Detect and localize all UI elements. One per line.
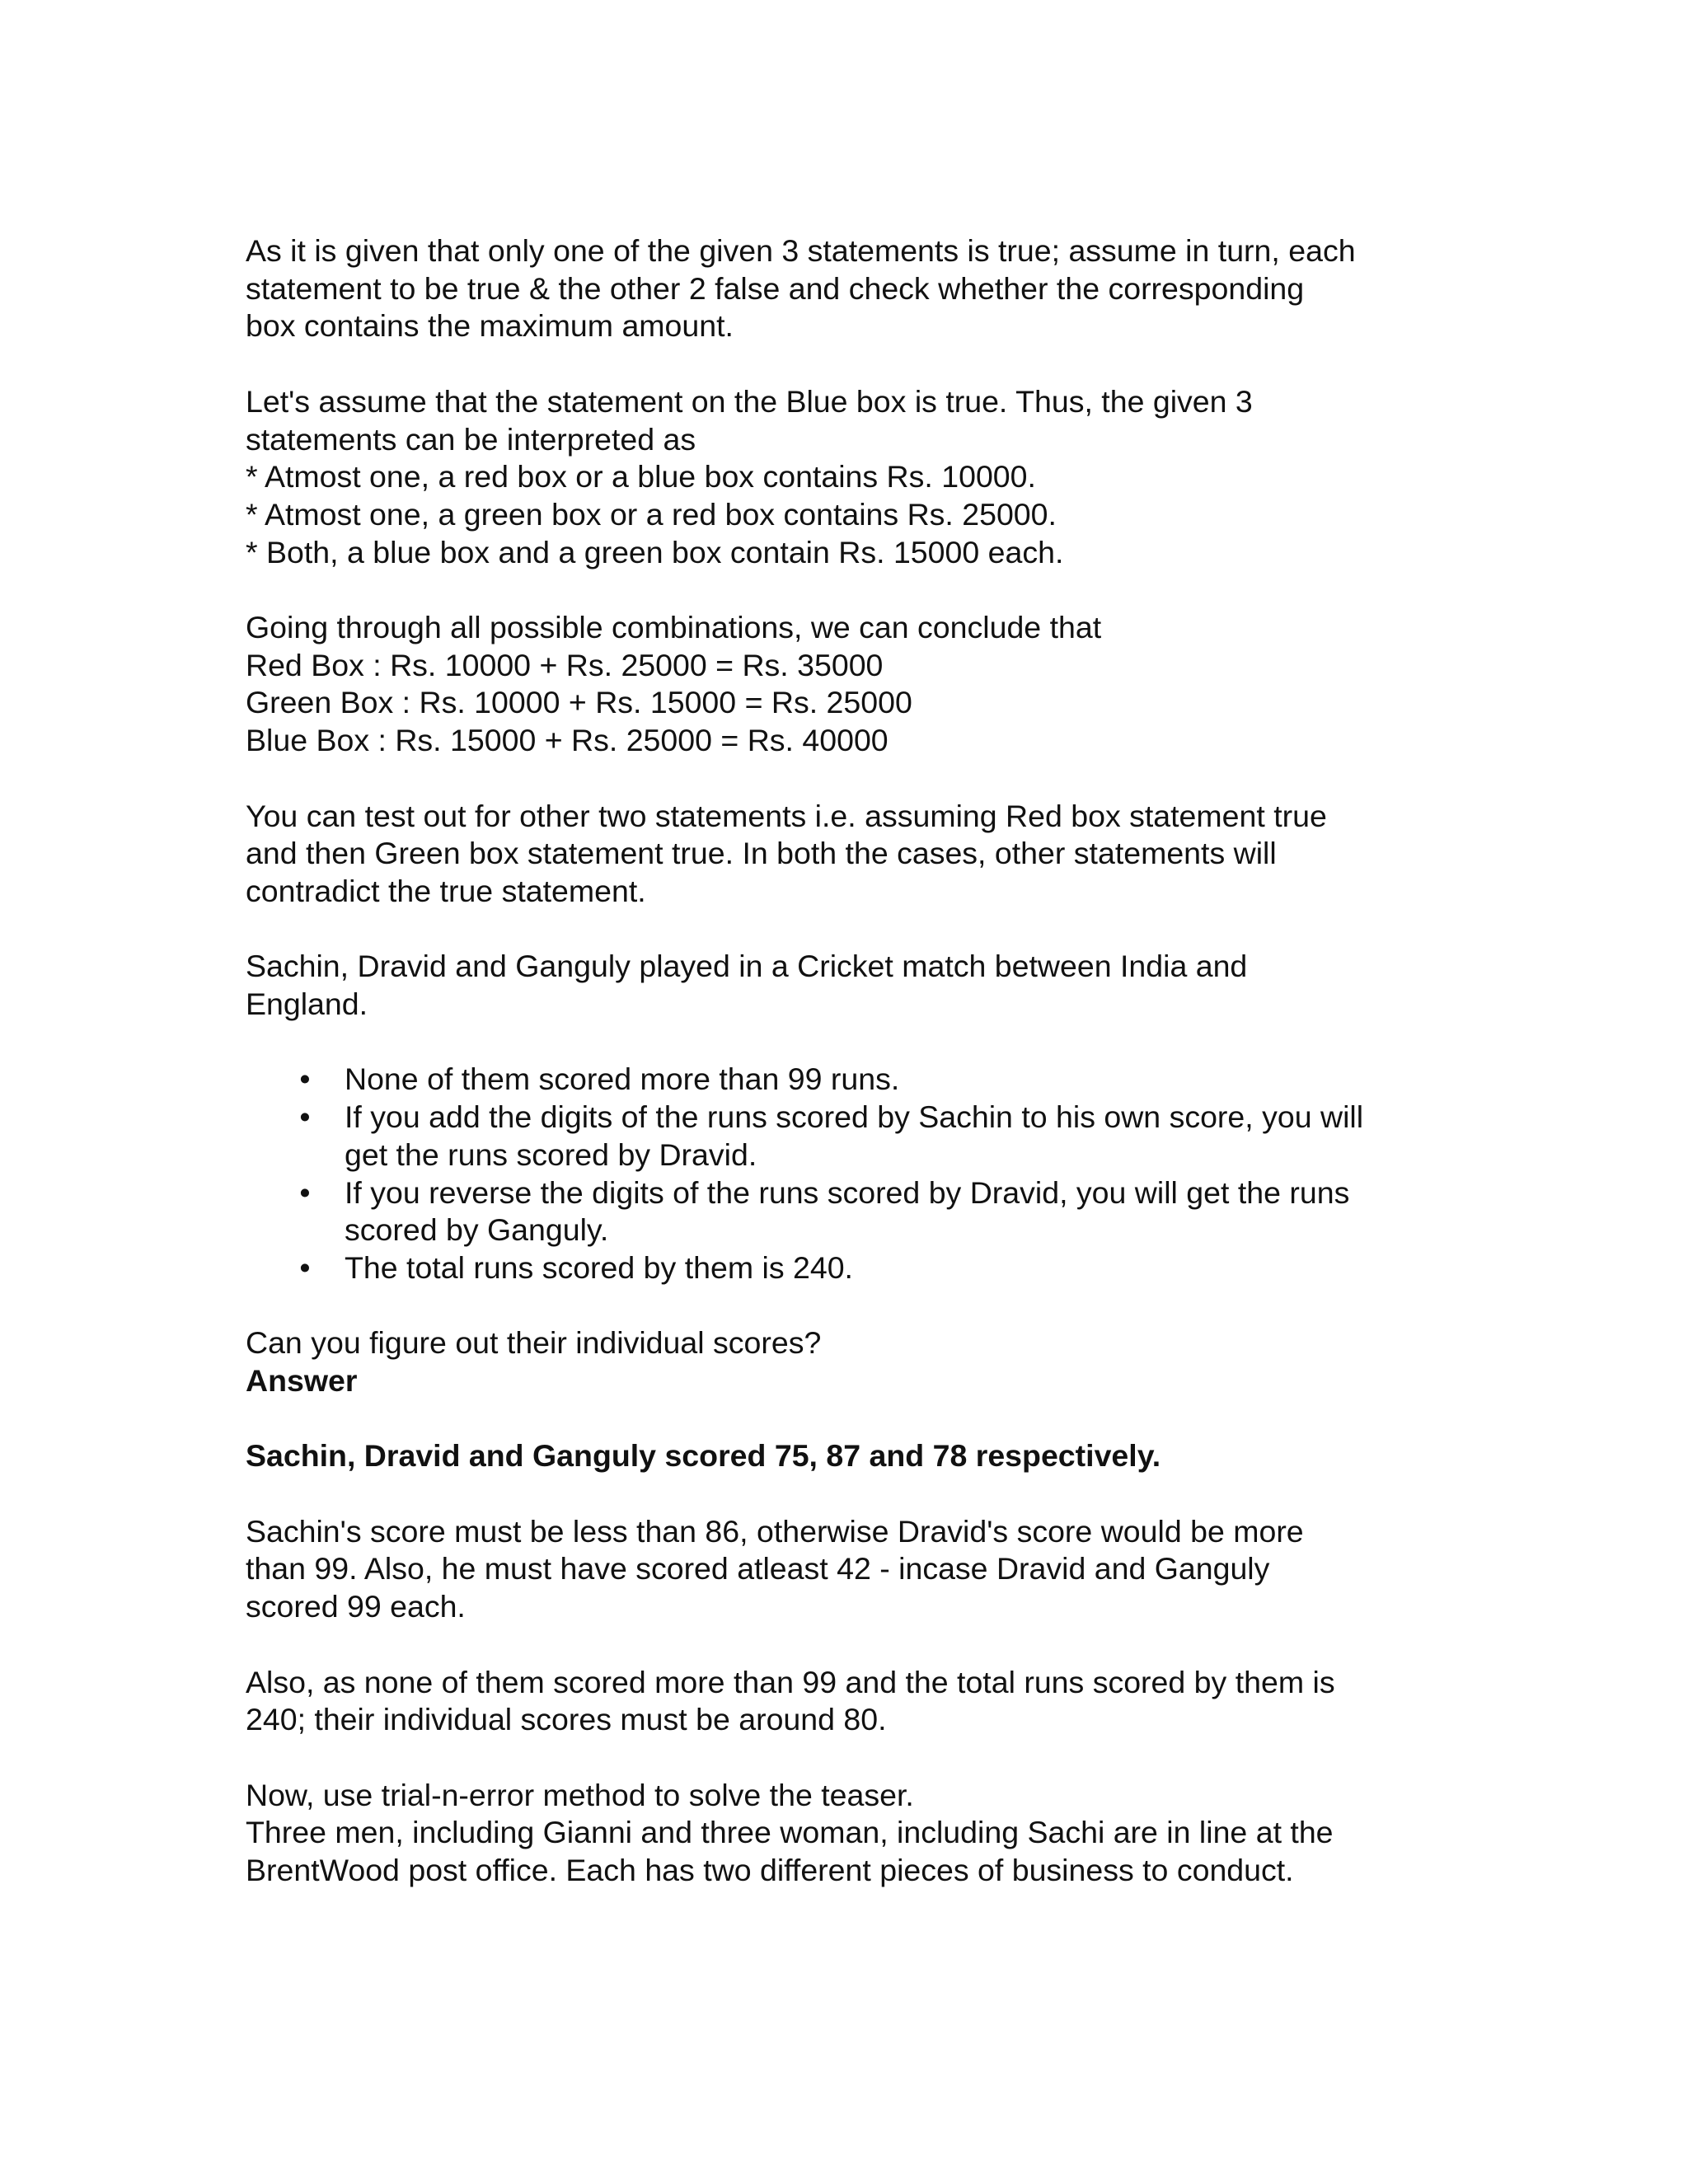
text-line: * Both, a blue box and a green box contain Rs. 15000 each. <box>246 534 1064 569</box>
paragraph-question-answer <box>246 1324 1449 1399</box>
text-line: If you add the digits of the runs scored by Sachin to his own score, you will <box>345 1099 1364 1135</box>
text-line: Sachin's score must be less than 86, otherwise Dravid's score would be more <box>246 1513 1304 1549</box>
text-line: Three men, including Gianni and three woman, including Sachi are in line at the <box>246 1815 1334 1850</box>
text-line: Red Box : Rs. 10000 + Rs. 25000 = Rs. 35000 <box>246 647 884 682</box>
text-line: BrentWood post office. Each has two different pieces of business to conduct. <box>246 1853 1294 1888</box>
list-item <box>246 1061 1449 1099</box>
text-line: Sachin, Dravid and Ganguly played in a Cricket match between India and <box>246 949 1248 984</box>
paragraph-next-puzzle <box>246 1777 1449 1890</box>
text-line: England. <box>246 987 368 1021</box>
text-line: Going through all possible combinations, we can conclude that <box>246 610 1102 644</box>
bullet-list <box>246 1061 1449 1286</box>
document-body <box>246 232 1449 1890</box>
text-line: Green Box : Rs. 10000 + Rs. 15000 = Rs. 25000 <box>246 685 912 720</box>
text-line: and then Green box statement true. In both the cases, other statements will <box>246 836 1277 871</box>
text-line: The total runs scored by them is 240. <box>345 1249 853 1285</box>
text-line: * Atmost one, a red box or a blue box contains Rs. 10000. <box>246 459 1036 494</box>
text-line: scored by Ganguly. <box>345 1212 609 1248</box>
text-line: statement to be true & the other 2 false and check whether the corresponding <box>246 270 1305 306</box>
bullet-icon: • <box>299 1249 311 1285</box>
text-line: contradict the true statement. <box>246 873 646 908</box>
text-line: Also, as none of them scored more than 99 and the total runs scored by them is <box>246 1664 1335 1699</box>
paragraph-combinations <box>246 609 1449 760</box>
paragraph-blue-box-assumption <box>246 383 1449 572</box>
text-line: than 99. Also, he must have scored atleast 42 - incase Dravid and Ganguly <box>246 1551 1270 1586</box>
text-line: If you reverse the digits of the runs scored by Dravid, you will get the runs <box>345 1174 1350 1210</box>
paragraph-reasoning-1 <box>246 1513 1449 1626</box>
paragraph-test-other-statements <box>246 798 1449 911</box>
list-item <box>246 1249 1449 1287</box>
list-item <box>246 1174 1449 1249</box>
paragraph-cricket-question <box>246 948 1449 1023</box>
text-line: statements can be interpreted as <box>246 421 696 457</box>
answer-statement: Sachin, Dravid and Ganguly scored 75, 87 and 78 respectively. <box>246 1438 1161 1474</box>
text-line: None of them scored more than 99 runs. <box>345 1062 900 1097</box>
text-line: Let's assume that the statement on the Blue box is true. Thus, the given 3 <box>246 383 1253 419</box>
list-item <box>246 1099 1449 1174</box>
text-line: You can test out for other two statements i.e. assuming Red box statement true <box>246 798 1327 833</box>
text-line: * Atmost one, a green box or a red box contains Rs. 25000. <box>246 496 1057 532</box>
paragraph-answer-statement <box>246 1437 1449 1475</box>
question-text: Can you figure out their individual scores? <box>246 1325 822 1361</box>
text-line: get the runs scored by Dravid. <box>345 1137 757 1172</box>
text-line: 240; their individual scores must be around 80. <box>246 1702 887 1737</box>
bullet-icon: • <box>299 1174 311 1210</box>
paragraph-reasoning-2 <box>246 1664 1449 1739</box>
text-line: scored 99 each. <box>246 1589 466 1624</box>
text-line: Now, use trial-n-error method to solve the teaser. <box>246 1777 914 1812</box>
text-line: Blue Box : Rs. 15000 + Rs. 25000 = Rs. 40000 <box>246 723 889 758</box>
bullet-icon: • <box>299 1099 311 1135</box>
bullet-icon: • <box>299 1062 311 1097</box>
text-line: box contains the maximum amount. <box>246 308 734 344</box>
text-line: As it is given that only one of the given 3 statements is true; assume in turn, each <box>246 233 1356 268</box>
paragraph-intro <box>246 232 1449 345</box>
answer-heading: Answer <box>246 1363 358 1398</box>
